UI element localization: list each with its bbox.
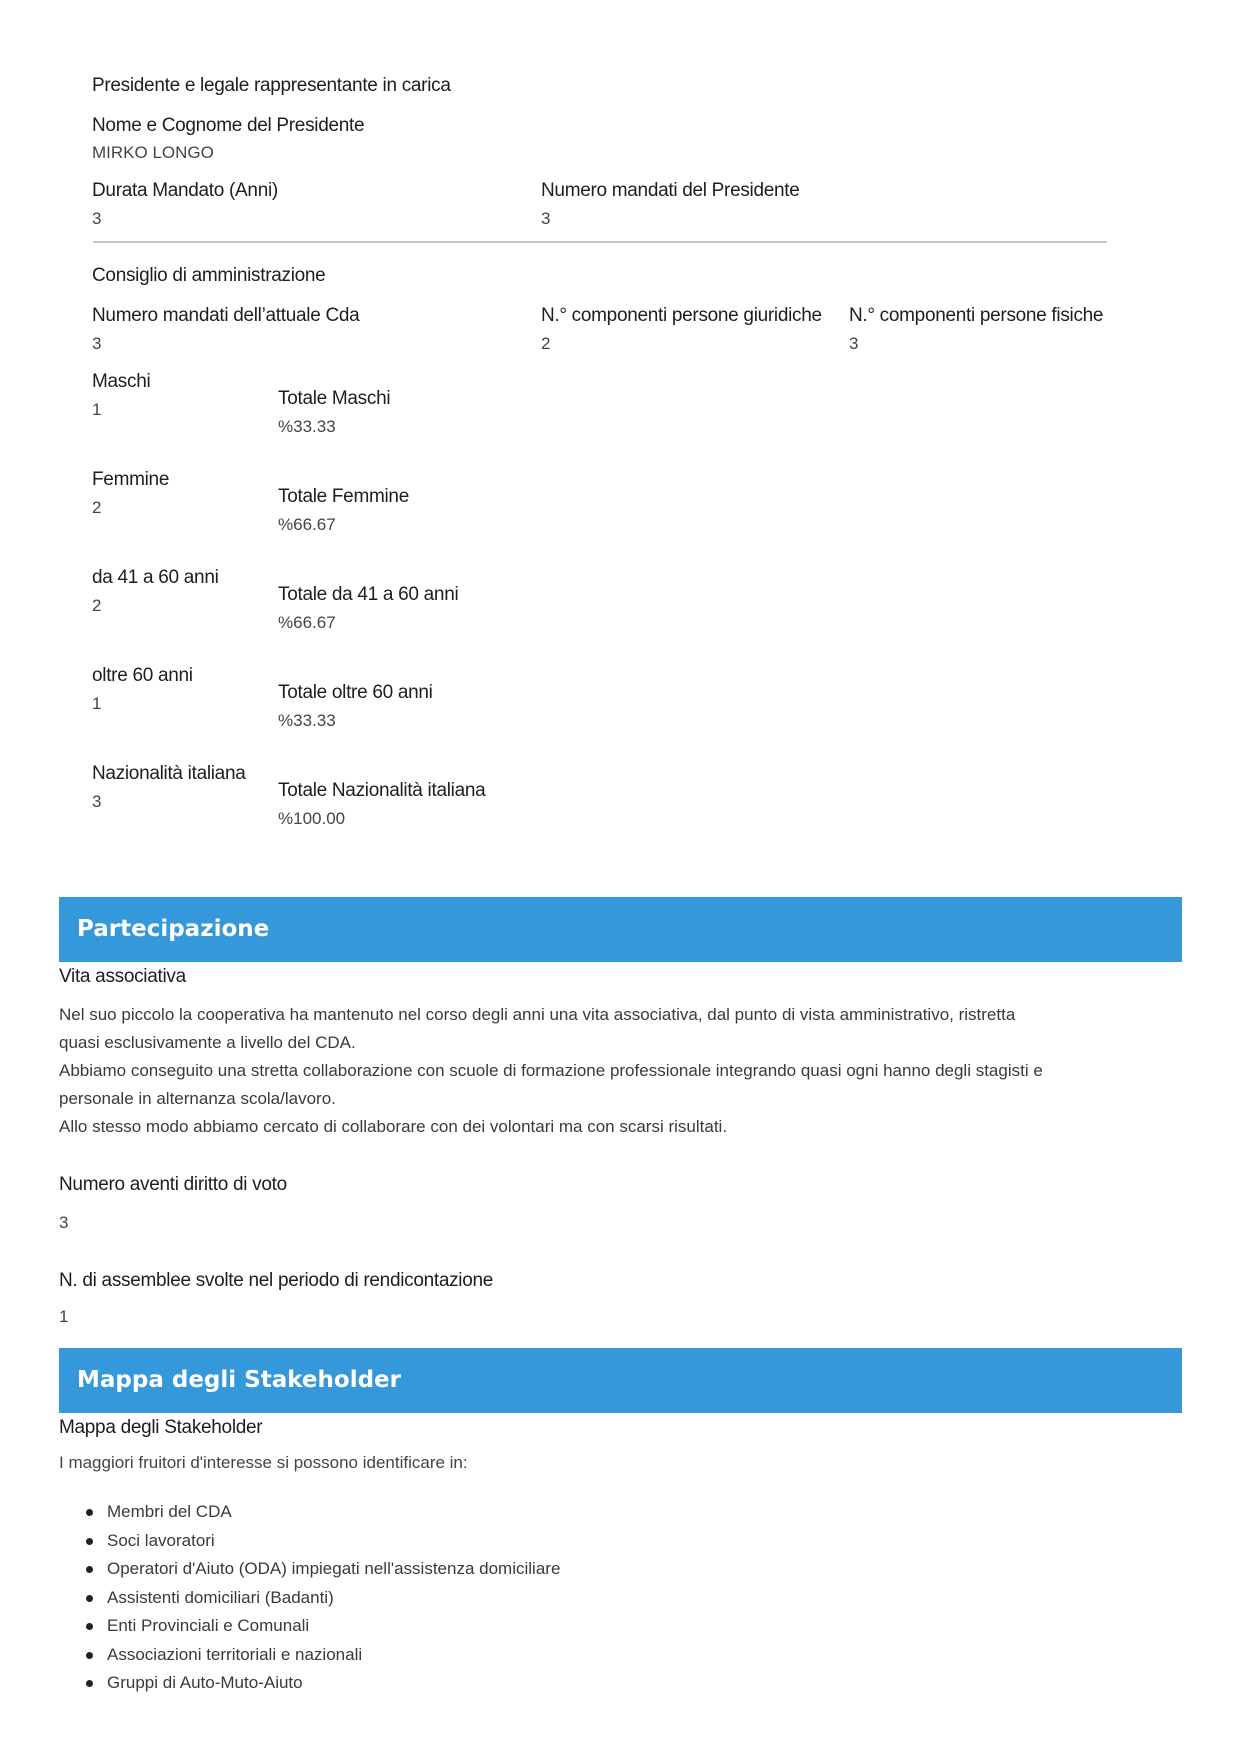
bullet-icon: [86, 1538, 93, 1545]
cda-row-total-value: %66.67: [278, 515, 336, 534]
bullet-icon: [86, 1652, 93, 1659]
cda-row-total-label: Totale Nazionalità italiana: [278, 780, 486, 801]
cda-row-total-label: Totale da 41 a 60 anni: [278, 584, 459, 605]
vita-line: Allo stesso modo abbiamo cercato di collaborare con dei volontari ma con scarsi risultati.: [59, 1117, 728, 1136]
presidente-nome-label: Nome e Cognome del Presidente: [92, 115, 365, 136]
cda-row-total-label: Totale Femmine: [278, 486, 409, 507]
section-divider: [93, 241, 1107, 243]
stakeholder-item-text: Enti Provinciali e Comunali: [107, 1616, 310, 1635]
cda-section-title: Consiglio di amministrazione: [92, 265, 326, 286]
stakeholder-list-item: [59, 1555, 560, 1584]
vita-line: Nel suo piccolo la cooperativa ha mantenuto nel corso degli anni una vita associativa, dal punto di vista amministrativo, ristretta: [59, 1005, 1016, 1024]
durata-mandato-label: Durata Mandato (Anni): [92, 180, 278, 201]
stakeholder-item-text: Soci lavoratori: [107, 1530, 215, 1550]
stakeholder-list-item: [59, 1669, 560, 1698]
bullet-icon: [86, 1680, 93, 1687]
stakeholder-list-item: [59, 1498, 560, 1527]
cda-row-label: oltre 60 anni: [92, 665, 193, 686]
stakeholder-list: [59, 1498, 560, 1698]
cda-fisiche-label: N.° componenti persone fisiche: [849, 305, 1104, 326]
bullet-icon: [86, 1509, 93, 1516]
cda-fisiche-value: 3: [849, 334, 859, 353]
stakeholder-list-item: [59, 1584, 560, 1613]
cda-row-label: Femmine: [92, 469, 170, 490]
cda-row-label: Nazionalità italiana: [92, 763, 246, 784]
bullet-icon: [86, 1595, 93, 1602]
stakeholder-item-text: Membri del CDA: [107, 1502, 232, 1521]
stakeholder-list-item: [59, 1641, 560, 1670]
durata-mandato-value: 3: [92, 209, 102, 228]
vita-line: Abbiamo conseguito una stretta collaborazione con scuole di formazione professionale integrando quasi ogni hanno degli stagisti e: [59, 1061, 1043, 1080]
aventi-diritto-voto-value: 3: [59, 1213, 69, 1232]
vita-associativa-label: Vita associativa: [59, 966, 186, 987]
cda-row-total-value: %33.33: [278, 711, 336, 730]
stakeholder-item-text: Assistenti domiciliari (Badanti): [107, 1587, 334, 1607]
vita-line: personale in alternanza scola/lavoro.: [59, 1089, 336, 1108]
cda-mandati-label: Numero mandati dell’attuale Cda: [92, 305, 360, 326]
mandati-presidente-value: 3: [541, 209, 551, 228]
cda-row-value: 3: [92, 792, 102, 811]
cda-giuridiche-label: N.° componenti persone giuridiche: [541, 305, 822, 326]
presidente-nome-value: MIRKO LONGO: [92, 143, 214, 162]
cda-row-total-value: %66.67: [278, 613, 336, 632]
stakeholder-banner: Mappa degli Stakeholder: [59, 1348, 1182, 1413]
stakeholder-intro: I maggiori fruitori d'interesse si possono identificare in:: [59, 1453, 468, 1472]
cda-row-label: da 41 a 60 anni: [92, 567, 219, 588]
stakeholder-label: Mappa degli Stakeholder: [59, 1417, 263, 1438]
assemblee-value: 1: [59, 1307, 69, 1326]
cda-row-value: 2: [92, 596, 102, 615]
cda-row-value: 1: [92, 694, 102, 713]
cda-giuridiche-value: 2: [541, 334, 551, 353]
stakeholder-item-text: Gruppi di Auto-Muto-Aiuto: [107, 1673, 303, 1692]
partecipazione-banner: Partecipazione: [59, 897, 1182, 962]
vita-line: quasi esclusivamente a livello del CDA.: [59, 1033, 356, 1052]
bullet-icon: [86, 1566, 93, 1573]
cda-row-total-value: %33.33: [278, 417, 336, 436]
cda-row-total-value: %100.00: [278, 809, 346, 828]
bullet-icon: [86, 1623, 93, 1630]
presidente-section-title: Presidente e legale rappresentante in carica: [92, 75, 451, 96]
cda-row-total-label: Totale oltre 60 anni: [278, 682, 433, 703]
vita-associativa-text: [59, 1001, 1119, 1141]
stakeholder-list-item: [59, 1527, 560, 1556]
cda-row-value: 1: [92, 400, 102, 419]
stakeholder-item-text: Operatori d'Aiuto (ODA) impiegati nell'assistenza domiciliare: [107, 1559, 561, 1578]
aventi-diritto-voto-label: Numero aventi diritto di voto: [59, 1174, 287, 1195]
stakeholder-list-item: [59, 1612, 560, 1641]
cda-mandati-value: 3: [92, 334, 102, 353]
stakeholder-item-text: Associazioni territoriali e nazionali: [107, 1644, 363, 1664]
cda-row-total-label: Totale Maschi: [278, 388, 391, 409]
cda-row-label: Maschi: [92, 371, 151, 392]
mandati-presidente-label: Numero mandati del Presidente: [541, 180, 800, 201]
assemblee-label: N. di assemblee svolte nel periodo di rendicontazione: [59, 1270, 494, 1291]
cda-row-value: 2: [92, 498, 102, 517]
